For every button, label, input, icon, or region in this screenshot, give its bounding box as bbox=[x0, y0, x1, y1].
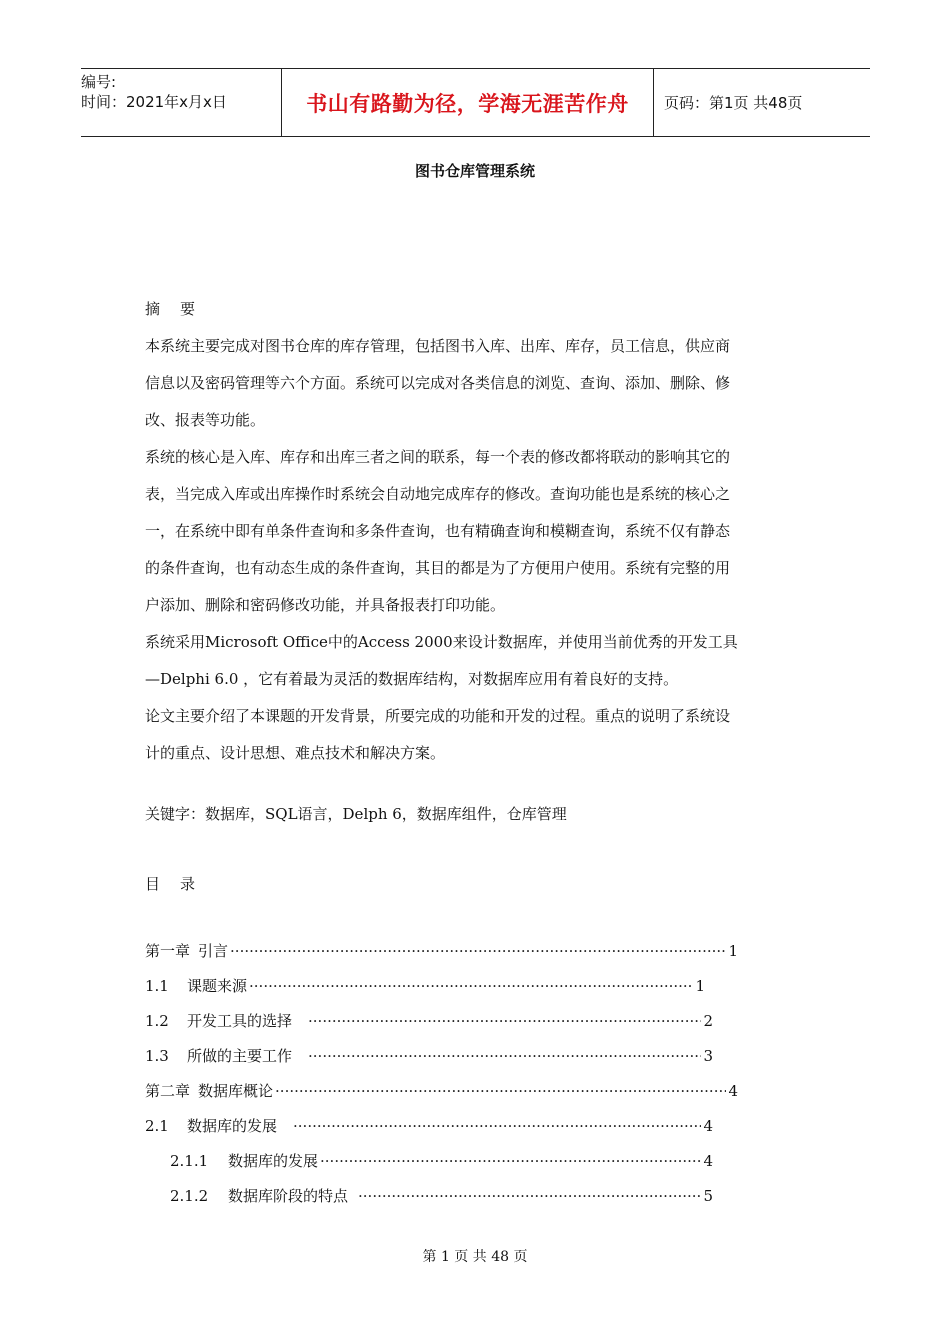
toc-entry-page: 1 bbox=[728, 942, 738, 960]
toc-entry-page: 4 bbox=[703, 1152, 713, 1170]
toc-entry-number: 1.3 bbox=[145, 1047, 169, 1065]
keywords: 关键字：数据库，SQL语言，Delph 6，数据库组件，仓库管理 bbox=[145, 805, 567, 823]
toc-entry[interactable] bbox=[145, 1045, 713, 1067]
header-page-cell bbox=[654, 69, 870, 136]
doc-time-label: 时间：2021年x月x日 bbox=[81, 93, 227, 111]
toc-leader-dots bbox=[275, 1082, 726, 1100]
toc-entry[interactable] bbox=[170, 1185, 713, 1207]
abstract-heading: 摘 要 bbox=[145, 300, 196, 318]
toc-entry-number: 第二章 bbox=[145, 1082, 191, 1100]
toc-entry-text: 引言 bbox=[198, 942, 229, 960]
toc-entry-page: 5 bbox=[703, 1187, 713, 1205]
abstract-section bbox=[145, 298, 815, 779]
toc-entry-text: 数据库概论 bbox=[198, 1082, 274, 1100]
toc-entry-text: 开发工具的选择 bbox=[187, 1012, 293, 1030]
header-left-cell bbox=[81, 69, 281, 136]
abstract-paragraph: 本系统主要完成对图书仓库的库存管理，包括图书入库、出库、库存，员工信息，供应商 信息以及密码管理等六个方面。系统可以完成对各类信息的浏览、查询、添加、删除、修 改、报表等功能。 bbox=[145, 337, 731, 429]
toc-leader-dots bbox=[308, 1012, 701, 1030]
toc-entry-page: 4 bbox=[703, 1117, 713, 1135]
toc-entry[interactable] bbox=[170, 1150, 713, 1172]
toc-entry-text: 所做的主要工作 bbox=[187, 1047, 293, 1065]
toc-entry-page: 2 bbox=[703, 1012, 713, 1030]
header-page-label: 页码：第1页 共48页 bbox=[664, 94, 803, 112]
toc-leader-dots bbox=[293, 1117, 701, 1135]
toc-entry[interactable] bbox=[145, 940, 738, 962]
toc-entry-page: 1 bbox=[695, 977, 705, 995]
toc-leader-dots bbox=[358, 1187, 701, 1205]
toc-leader-dots bbox=[249, 977, 693, 995]
toc-leader-dots bbox=[230, 942, 726, 960]
toc-entry-text: 数据库阶段的特点 bbox=[228, 1187, 349, 1205]
toc-entry[interactable] bbox=[145, 1010, 713, 1032]
toc-entry-page: 4 bbox=[728, 1082, 738, 1100]
document-title: 图书仓库管理系统 bbox=[414, 162, 535, 180]
toc-entry-number: 第一章 bbox=[145, 942, 191, 960]
toc-entry-text: 数据库的发展 bbox=[228, 1152, 319, 1170]
toc-entry-number: 1.1 bbox=[145, 977, 169, 995]
toc-entry-number: 2.1.1 bbox=[170, 1152, 209, 1170]
header-motto-cell bbox=[281, 69, 654, 136]
toc-entry-number: 2.1.2 bbox=[170, 1187, 209, 1205]
toc-entry-text: 课题来源 bbox=[187, 977, 248, 995]
toc-entry-page: 3 bbox=[703, 1047, 713, 1065]
abstract-paragraph: 论文主要介绍了本课题的开发背景，所要完成的功能和开发的过程。重点的说明了系统设 计的重点、设计思想、难点技术和解决方案。 bbox=[145, 707, 731, 762]
page-footer: 第 1 页 共 48 页 bbox=[422, 1249, 528, 1265]
toc-heading: 目 录 bbox=[145, 875, 196, 893]
toc-leader-dots bbox=[320, 1152, 701, 1170]
toc-entry[interactable] bbox=[145, 1080, 738, 1102]
toc-entry-number: 1.2 bbox=[145, 1012, 169, 1030]
abstract-paragraph: 系统的核心是入库、库存和出库三者之间的联系，每一个表的修改都将联动的影响其它的 表，当完成入库或出库操作时系统会自动地完成库存的修改。查询功能也是系统的核心之 一，在系统中即有单条件查询和多条件查询，也有精确查询和模糊查询，系统不仅有静态 的条件查询，也有动态生成的条件查询，其目的都是为了方便用户使用。系统有完整的用 户添加、删除和密码修改功能，并具备报表打印功能。 bbox=[145, 448, 731, 614]
page-header bbox=[81, 68, 870, 137]
toc-entry-number: 2.1 bbox=[145, 1117, 169, 1135]
doc-number-label: 编号: bbox=[81, 73, 117, 91]
toc-entry[interactable] bbox=[145, 1115, 713, 1137]
toc-entry-text: 数据库的发展 bbox=[187, 1117, 278, 1135]
toc-entry[interactable] bbox=[145, 975, 705, 997]
toc-leader-dots bbox=[308, 1047, 701, 1065]
header-motto: 书山有路勤为径，学海无涯苦作舟 bbox=[306, 91, 629, 116]
abstract-paragraph: 系统采用Microsoft Office中的Access 2000来设计数据库，并使用当前优秀的开发工具 —Delphi 6.0 ，它有着最为灵活的数据库结构，对数据库应用有着良好的支持。 bbox=[145, 633, 738, 688]
